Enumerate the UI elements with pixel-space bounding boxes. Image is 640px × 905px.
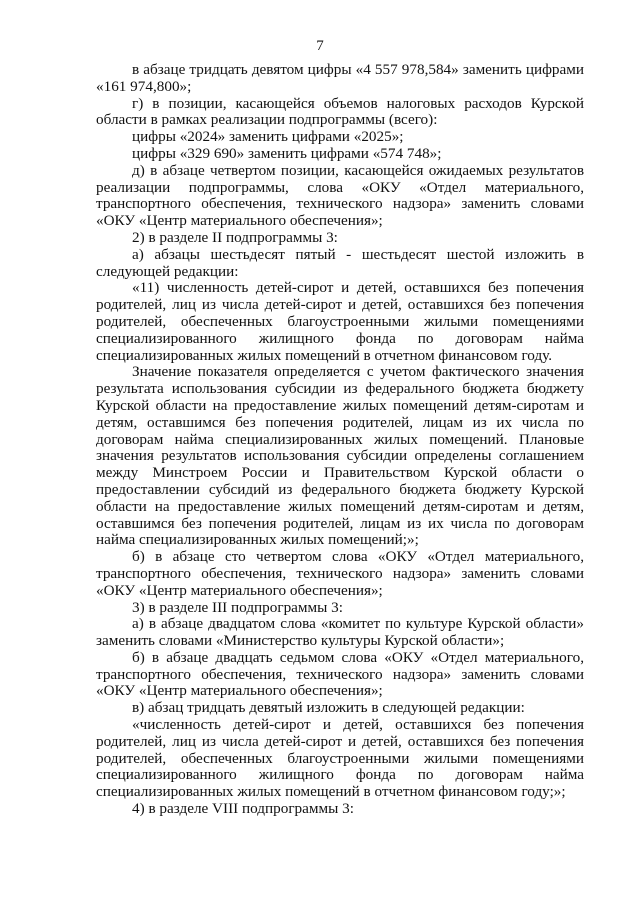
paragraph: «11) численность детей-сирот и детей, оставшихся без попечения родителей, лиц из числа детей-сирот и детей, оставшихся без попечения родителей, обеспеченных благоустроенными жилыми помещениями специализированного жилищного фонда по договорам найма специализированных жилых помещений в отчетном финансовом году. [96, 279, 584, 364]
paragraph: в абзаце тридцать девятом цифры «4 557 978,584» заменить цифрами «161 974,800»; [96, 61, 584, 95]
page-number: 7 [316, 38, 324, 54]
paragraph: а) абзацы шестьдесят пятый - шестьдесят шестой изложить в следующей редакции: [96, 245, 584, 280]
paragraph: в) абзац тридцать девятый изложить в следующей редакции: [132, 699, 525, 717]
paragraph: б) в абзаце сто четвертом слова «ОКУ «Отдел материального, транспортного обеспечения, технического надзора» заменить словами «ОКУ «Центр материального обеспечения»; [96, 548, 584, 599]
paragraph: «численность детей-сирот и детей, оставшихся без попечения родителей, лиц из числа детей-сирот и детей, оставшихся без попечения родителей, обеспеченных благоустроенными жилыми помещениями специализированного жилищного фонда по договорам найма специализированных жилых помещений в отчетном финансовом году;»; [96, 716, 584, 801]
paragraph: д) в абзаце четвертом позиции, касающейся ожидаемых результатов реализации подпрограммы, слова «ОКУ «Отдел материального, транспортного обеспечения, технического надзора» заменить словами «ОКУ «Центр материального обеспечения»; [96, 161, 584, 230]
paragraph: цифры «2024» заменить цифрами «2025»; [132, 128, 404, 146]
paragraph: 2) в разделе II подпрограммы 3: [132, 228, 338, 246]
document-body [96, 62, 584, 818]
paragraph: 3) в разделе III подпрограммы 3: [132, 598, 343, 616]
paragraph: цифры «329 690» заменить цифрами «574 748»; [132, 144, 442, 162]
paragraph: б) в абзаце двадцать седьмом слова «ОКУ «Отдел материального, транспортного обеспечения, технического надзора» заменить словами «ОКУ «Центр материального обеспечения»; [96, 648, 584, 700]
paragraph: Значение показателя определяется с учетом фактического значения результата использования субсидии из федерального бюджета бюджету Курской области на предоставление жилых помещений детям-сиротам и детям, оставшимся без попечения родителей, лицам из их числа по договорам найма специализированных жилых помещений. Плановые значения результатов использования субсидии определены соглашением между Минстроем России и Правительством Курской области о предоставлении субсидий из федерального бюджета бюджету Курской области на предоставление жилых помещений детям-сиротам и детям, оставшимся без попечения родителей, лицам из их числа по договорам найма специализированных жилых помещений;»; [96, 363, 584, 549]
paragraph: 4) в разделе VIII подпрограммы 3: [132, 800, 354, 818]
paragraph: а) в абзаце двадцатом слова «комитет по культуре Курской области» заменить словами «Министерство культуры Курской области»; [96, 615, 584, 650]
paragraph: г) в позиции, касающейся объемов налоговых расходов Курской области в рамках реализации подпрограммы (всего): [96, 94, 584, 129]
